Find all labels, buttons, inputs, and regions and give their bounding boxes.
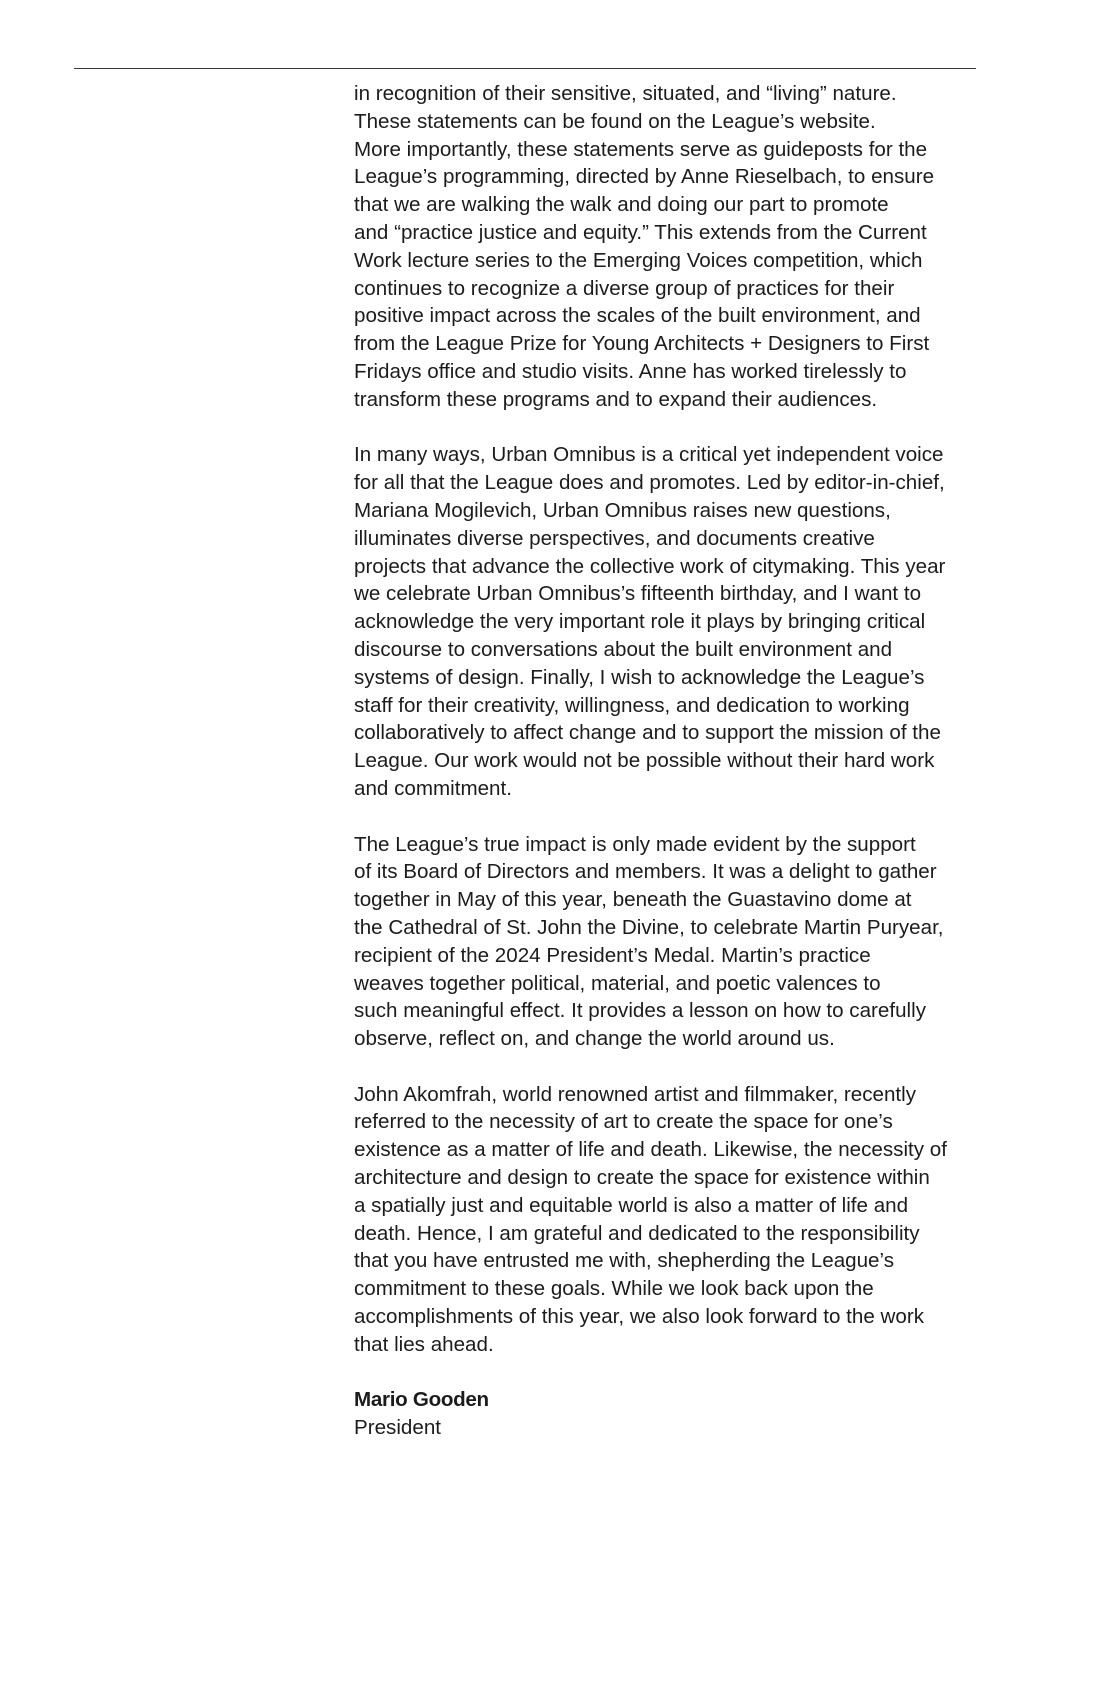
text-line: staff for their creativity, willingness, and dedication to working xyxy=(354,693,910,717)
text-line: The League’s true impact is only made evident by the support xyxy=(354,832,916,856)
signature-title: President xyxy=(354,1416,442,1440)
text-line: of its Board of Directors and members. It was a delight to gather xyxy=(354,860,937,884)
text-line: acknowledge the very important role it plays by bringing critical xyxy=(354,610,926,634)
text-line: and commitment. xyxy=(354,776,512,800)
text-line: architecture and design to create the space for existence within xyxy=(354,1166,930,1190)
text-line: we celebrate Urban Omnibus’s fifteenth birthday, and I want to xyxy=(354,582,922,606)
text-line: and “practice justice and equity.” This extends from the Current xyxy=(354,220,927,244)
text-line: systems of design. Finally, I wish to acknowledge the League’s xyxy=(354,665,925,689)
text-line: recipient of the 2024 President’s Medal. Martin’s practice xyxy=(354,943,871,967)
paragraph-impact xyxy=(354,831,1014,1053)
text-line: continues to recognize a diverse group of practices for their xyxy=(354,276,895,300)
text-line: weaves together political, material, and poetic valences to xyxy=(354,971,881,995)
text-line: for all that the League does and promotes. Led by editor-in-chief, xyxy=(354,471,945,495)
text-line: that we are walking the walk and doing our part to promote xyxy=(354,193,889,217)
text-line: These statements can be found on the League’s website. xyxy=(354,109,876,133)
text-line: illuminates diverse perspectives, and documents creative xyxy=(354,526,875,550)
text-line: the Cathedral of St. John the Divine, to celebrate Martin Puryear, xyxy=(354,915,944,939)
text-line: that lies ahead. xyxy=(354,1332,494,1356)
text-line: in recognition of their sensitive, situated, and “living” nature. xyxy=(354,82,897,105)
paragraph-closing xyxy=(354,1081,1014,1359)
paragraph-urban-omnibus xyxy=(354,441,1014,802)
text-line: observe, reflect on, and change the world around us. xyxy=(354,1027,835,1051)
text-line: League. Our work would not be possible without their hard work xyxy=(354,749,935,773)
text-line: death. Hence, I am grateful and dedicated to the responsibility xyxy=(354,1221,920,1245)
text-line: that you have entrusted me with, shepherding the League’s xyxy=(354,1249,895,1273)
text-line: projects that advance the collective work of citymaking. This year xyxy=(354,554,946,578)
text-line: existence as a matter of life and death. Likewise, the necessity of xyxy=(354,1138,947,1162)
text-line: from the League Prize for Young Architects + Designers to First xyxy=(354,332,930,356)
paragraph-gap xyxy=(354,1053,1014,1081)
text-line: Mariana Mogilevich, Urban Omnibus raises new questions, xyxy=(354,498,891,522)
text-line: discourse to conversations about the built environment and xyxy=(354,637,893,661)
paragraph-programming xyxy=(354,80,1014,414)
top-rule xyxy=(74,68,976,69)
text-line: League’s programming, directed by Anne Rieselbach, to ensure xyxy=(354,165,935,189)
text-line: More importantly, these statements serve as guideposts for the xyxy=(354,137,928,161)
letter-body xyxy=(354,80,1014,1442)
text-line: such meaningful effect. It provides a lesson on how to carefully xyxy=(354,999,926,1023)
text-line: transform these programs and to expand their audiences. xyxy=(354,387,878,411)
text-line: together in May of this year, beneath the Guastavino dome at xyxy=(354,888,912,912)
text-line: In many ways, Urban Omnibus is a critical yet independent voice xyxy=(354,443,944,467)
paragraph-gap xyxy=(354,1359,1014,1387)
paragraph-gap xyxy=(354,414,1014,442)
text-line: commitment to these goals. While we look back upon the xyxy=(354,1277,874,1301)
text-line: Fridays office and studio visits. Anne has worked tirelessly to xyxy=(354,359,907,383)
text-line: Work lecture series to the Emerging Voices competition, which xyxy=(354,248,923,272)
signature-name: Mario Gooden xyxy=(354,1388,489,1412)
text-line: John Akomfrah, world renowned artist and filmmaker, recently xyxy=(354,1082,917,1106)
text-line: a spatially just and equitable world is also a matter of life and xyxy=(354,1193,909,1217)
text-line: referred to the necessity of art to create the space for one’s xyxy=(354,1110,893,1134)
text-line: accomplishments of this year, we also look forward to the work xyxy=(354,1305,925,1329)
text-line: collaboratively to affect change and to support the mission of the xyxy=(354,721,941,745)
paragraph-gap xyxy=(354,803,1014,831)
signature-block xyxy=(354,1386,1014,1442)
text-line: positive impact across the scales of the built environment, and xyxy=(354,304,921,328)
